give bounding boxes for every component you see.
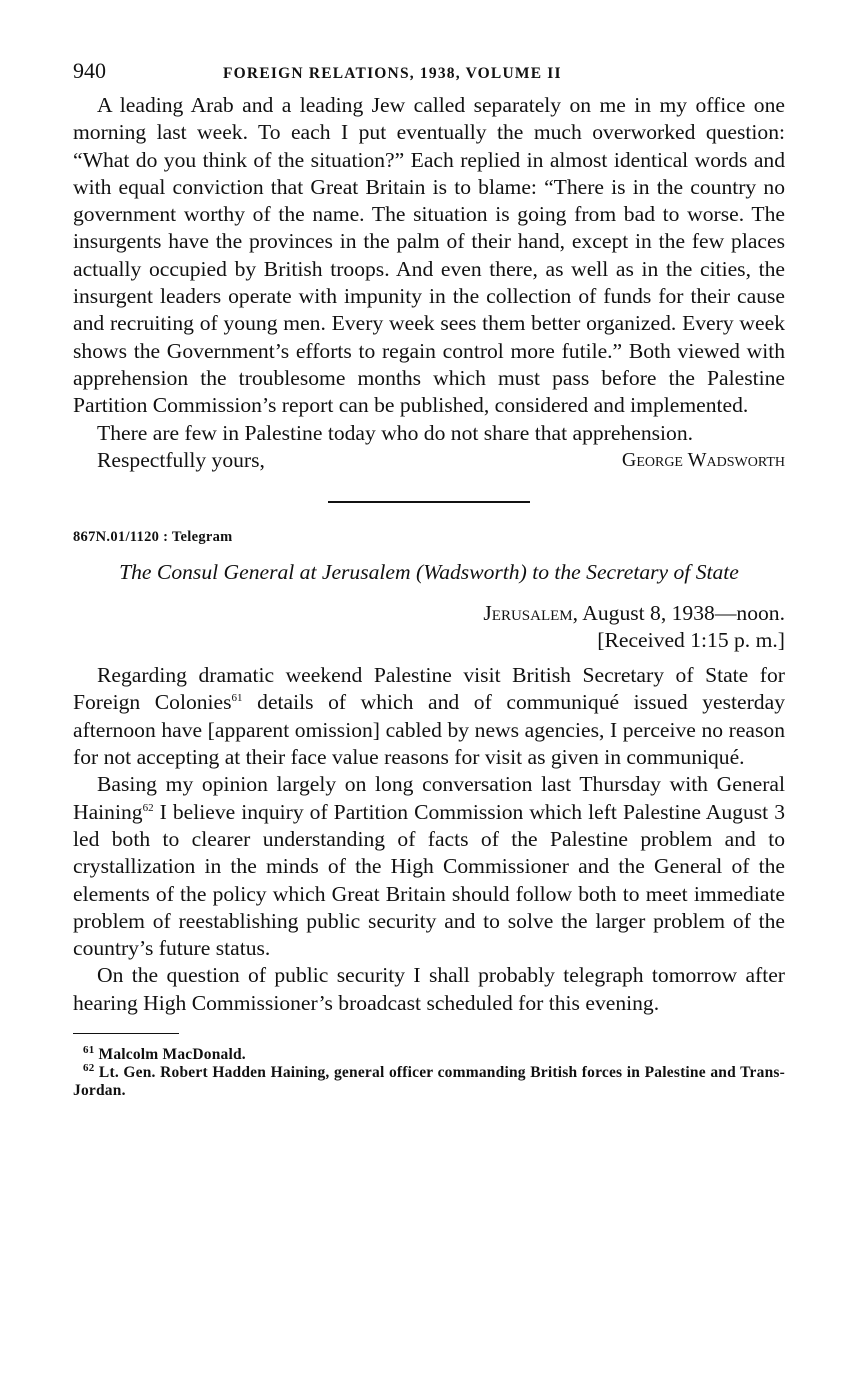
paragraph-text: details of which and of communiqué issued yesterday afternoon have [apparent omission] cabled by news agencies, I perceive no reason for not accepting at their face value reasons for visit as given in communiqué. bbox=[73, 690, 785, 770]
document-page bbox=[73, 58, 785, 1100]
page-number: 940 bbox=[73, 58, 106, 83]
telegram-paragraph-3: On the question of public security I shall probably telegraph tomorrow after hearing High Commissioner’s broadcast scheduled for this evening. bbox=[73, 963, 785, 1015]
paragraph-text: Regarding dramatic weekend Palestine visit British Secretary of State for Foreign Colonies bbox=[73, 663, 785, 715]
running-title: FOREIGN RELATIONS, 1938, VOLUME II bbox=[223, 65, 562, 82]
telegram-paragraph-1 bbox=[73, 662, 785, 771]
footnote-62 bbox=[73, 1061, 785, 1100]
footnote-mark: 61 bbox=[83, 1043, 95, 1056]
telegram-paragraph-2 bbox=[73, 771, 785, 962]
closing-salutation: Respectfully yours, bbox=[97, 447, 265, 472]
paragraph-text: I believe inquiry of Partition Commission which left Palestine August 3 led both to clearer understanding of facts of the Palestine problem and to crystallization in the minds of the High Commissioner and the General of the elements of the policy which Great Britain should follow both to meet immediate problem of reestablishing public security and to solve the larger problem of the country’s future status. bbox=[73, 799, 785, 961]
dateline bbox=[73, 600, 785, 627]
footnote-text: Lt. Gen. Robert Hadden Haining, general officer commanding British forces in Palestine and Trans-Jordan. bbox=[73, 1064, 785, 1100]
dateline-place: Jerusalem, bbox=[483, 601, 579, 626]
footnote-61 bbox=[73, 1043, 785, 1064]
dateline-date: August 8, 1938—noon. bbox=[582, 601, 785, 626]
footnote-divider bbox=[73, 1033, 179, 1034]
signature: George Wadsworth bbox=[621, 448, 785, 471]
footnote-ref-62[interactable]: 62 bbox=[142, 801, 154, 814]
section-divider bbox=[328, 501, 530, 503]
footnote-mark: 62 bbox=[83, 1061, 95, 1074]
footnote-ref-61[interactable]: 61 bbox=[231, 692, 243, 705]
received-note: [Received 1:15 p. m.] bbox=[597, 628, 785, 653]
letter-paragraph-1: A leading Arab and a leading Jew called separately on me in my office one morning last week. To each I put eventually the much overworked question: “What do you think of the situation?” Each replied in almost identical words and with equal conviction that Great Britain is to blame: “There is in the country no government worthy of the name. The situation is going from bad to worse. The insurgents have the provinces in the palm of their hand, except in the few places actually occupied by British troops. And even there, as well as in the cities, the insurgent leaders operate with impunity in the collection of funds for their cause and recruiting of young men. Every week sees them better organized. Every week shows the Government’s efforts to regain control more futile.” Both viewed with apprehension the troublesome months which must pass before the Palestine Partition Commission’s report can be published, considered and implemented. bbox=[73, 93, 785, 418]
footnote-text: Malcolm MacDonald. bbox=[98, 1046, 246, 1064]
running-head bbox=[73, 58, 785, 92]
letter-closing bbox=[73, 447, 785, 474]
letter-paragraph-2: There are few in Palestine today who do not share that apprehension. bbox=[97, 420, 694, 445]
document-title: The Consul General at Jerusalem (Wadsworth) to the Secretary of State bbox=[119, 560, 739, 585]
paragraph-text: Basing my opinion largely on long conversation last Thursday with General Haining bbox=[73, 772, 785, 824]
file-reference: 867N.01/1120 : Telegram bbox=[73, 529, 233, 546]
